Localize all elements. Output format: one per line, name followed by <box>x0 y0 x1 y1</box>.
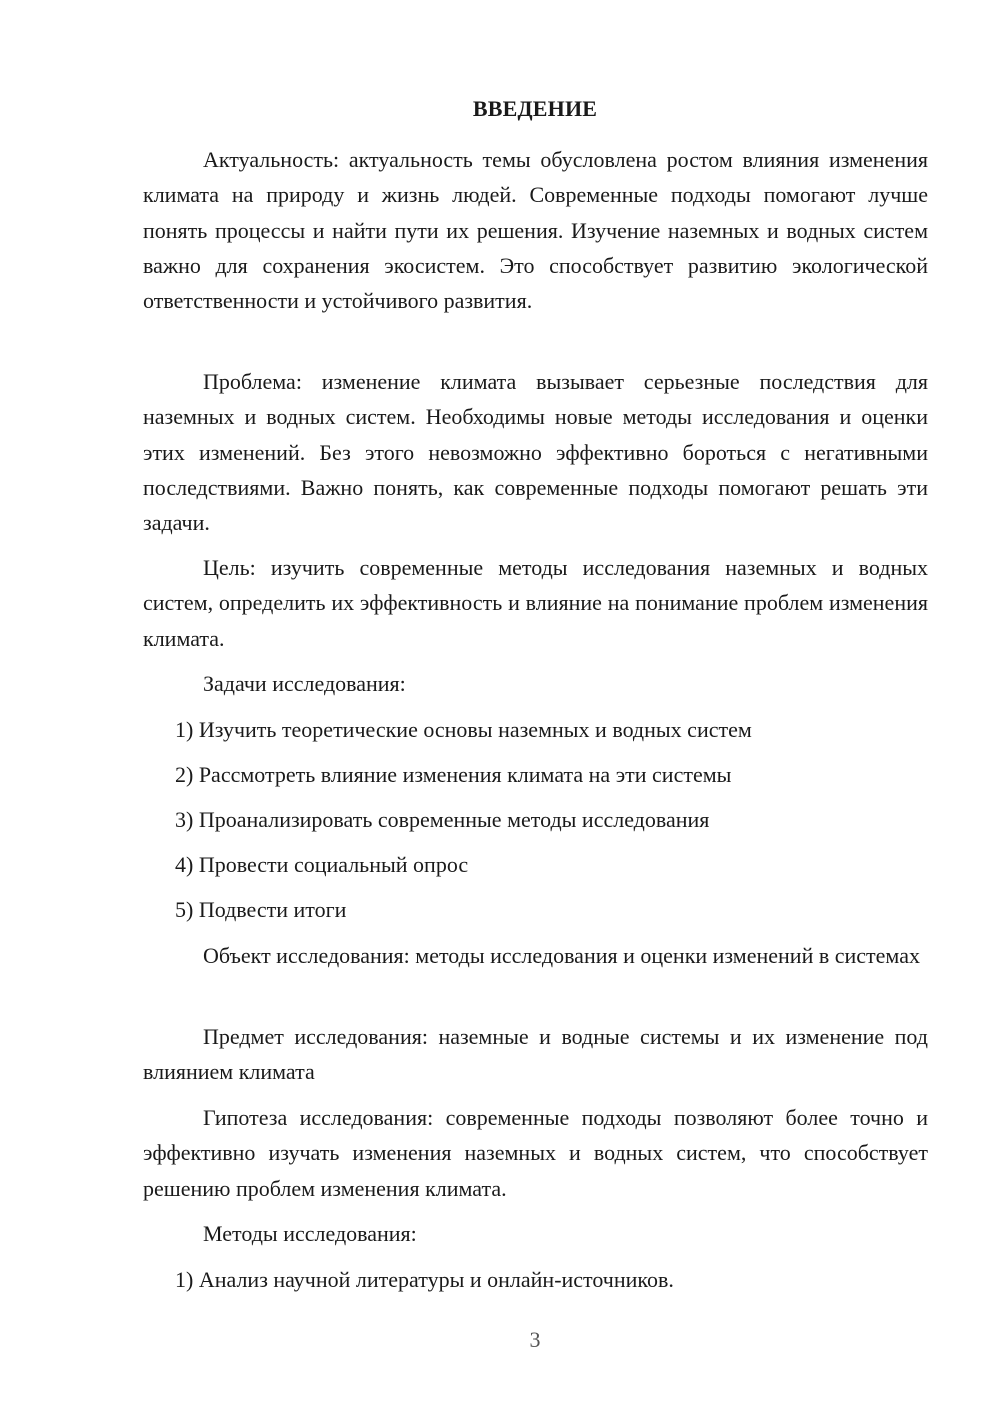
task-item: 5) Подвести итоги <box>175 897 347 922</box>
task-item: 1) Изучить теоретические основы наземных и водных систем <box>175 717 752 742</box>
page-title: ВВЕДЕНИЕ <box>472 96 598 121</box>
hypothesis-paragraph: Гипотеза исследования: современные подходы позволяют более точно и эффективно изучать изменения наземных и водных систем, что способствует решению проблем изменения климата. <box>143 1105 928 1201</box>
goal-paragraph: Цель: изучить современные методы исследования наземных и водных систем, определить их эффективность и влияние на понимание проблем изменения климата. <box>143 555 928 651</box>
tasks-heading: Задачи исследования: <box>203 671 406 696</box>
problem-paragraph: Проблема: изменение климата вызывает серьезные последствия для наземных и водных систем. Необходимы новые методы исследования и оценки этих изменений. Без этого невозможно эффективно бороться с негативными последствиями. Важно понять, как современные подходы помогают решать эти задачи. <box>143 369 928 536</box>
methods-heading: Методы исследования: <box>203 1221 417 1246</box>
object-paragraph: Объект исследования: методы исследования и оценки изменений в системах <box>203 943 920 968</box>
task-item: 4) Провести социальный опрос <box>175 852 469 877</box>
page-number: 3 <box>529 1327 541 1352</box>
relevance-paragraph: Актуальность: актуальность темы обусловлена ростом влияния изменения климата на природу и жизнь людей. Современные подходы помогают лучше понять процессы и найти пути их решения. Изучение наземных и водных систем важно для сохранения экосистем. Это способствует развитию экологической ответственности и устойчивого развития. <box>143 147 928 314</box>
task-item: 2) Рассмотреть влияние изменения климата на эти системы <box>175 762 732 787</box>
method-item: 1) Анализ научной литературы и онлайн-источников. <box>175 1267 674 1292</box>
subject-paragraph: Предмет исследования: наземные и водные системы и их изменение под влиянием климата <box>143 1024 928 1085</box>
task-item: 3) Проанализировать современные методы исследования <box>175 807 710 832</box>
